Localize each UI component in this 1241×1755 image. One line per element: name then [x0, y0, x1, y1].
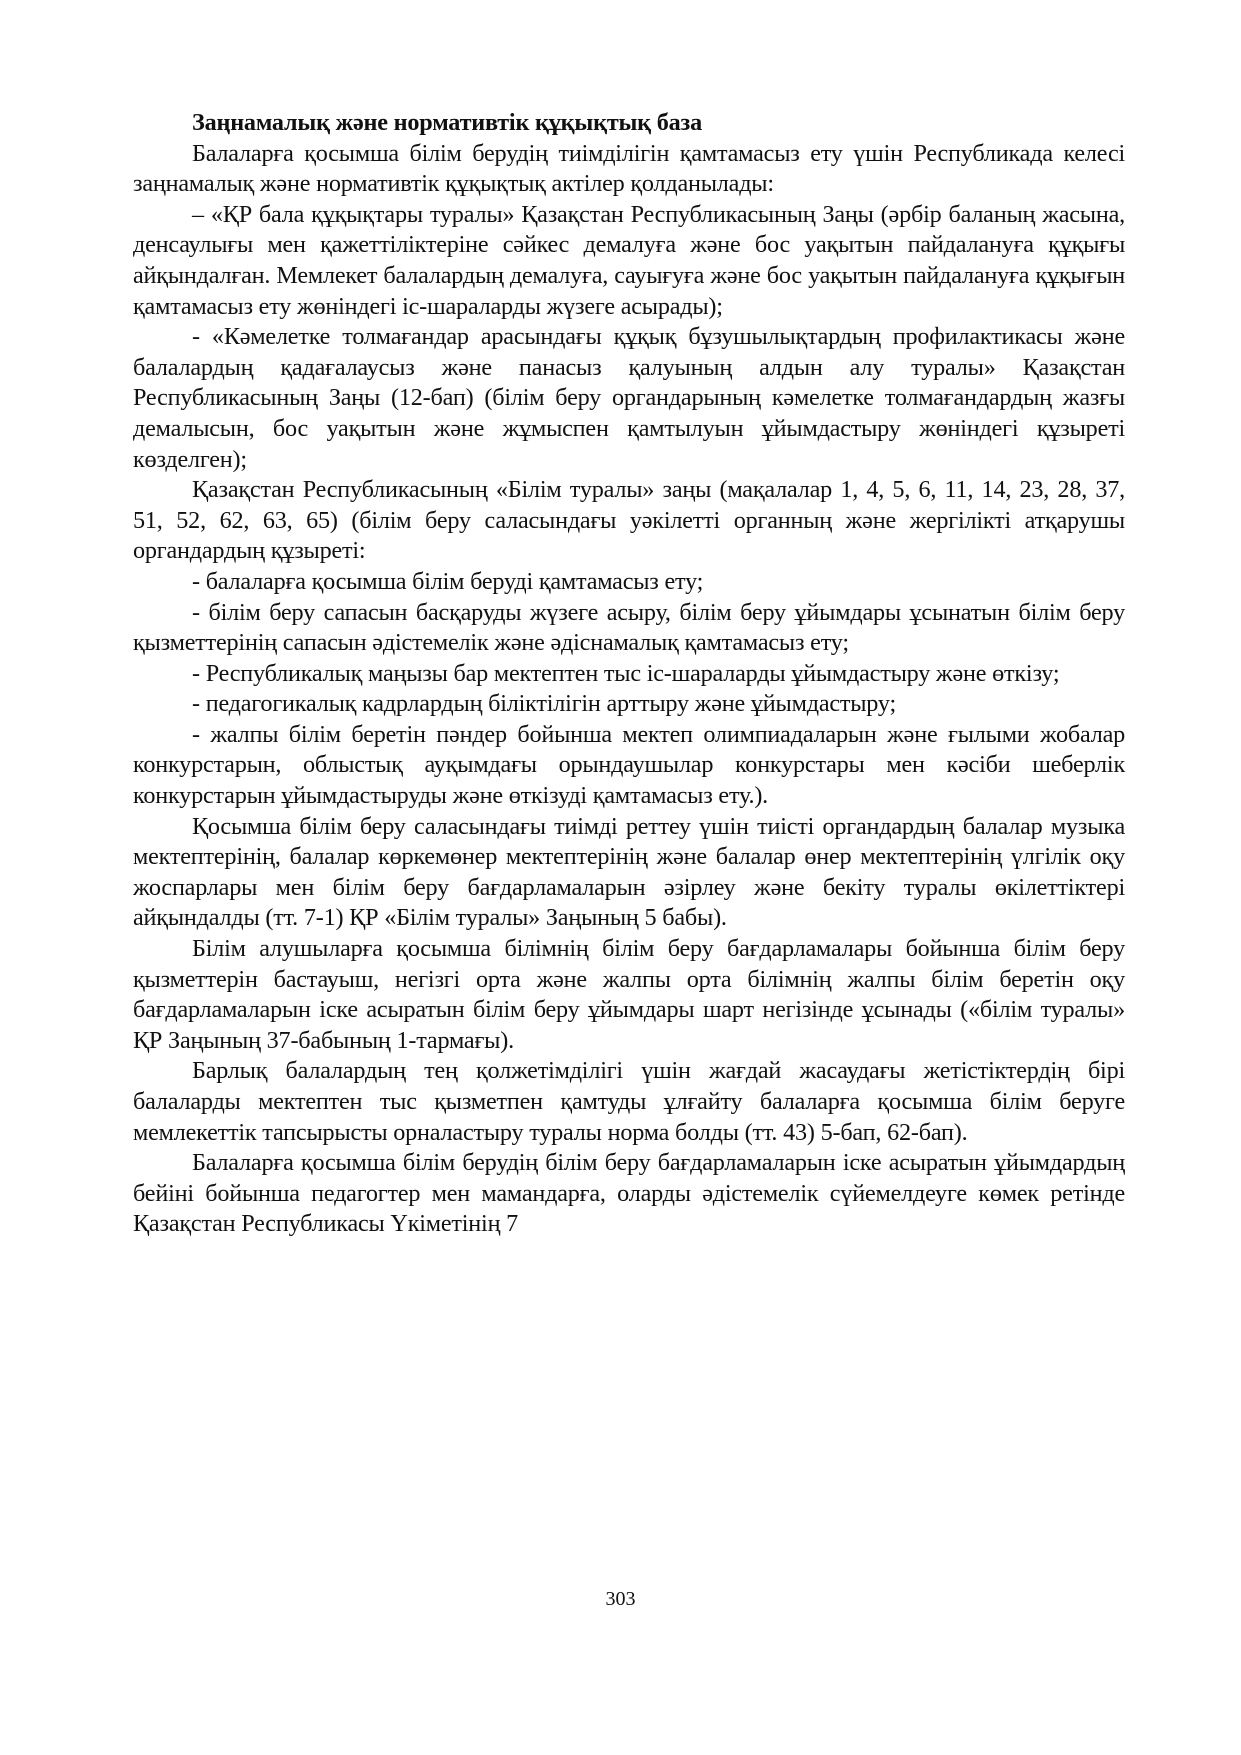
list-item-olympiads: - жалпы білім беретін пәндер бойынша мектеп олимпиадаларын және ғылыми жобалар конкурстарын, облыстық ауқымдағы орындаушылар конкурстары мен кәсіби шеберлік конкурстарын ұйымдастыруды және өткізуді қамтамасыз ету.). [133, 720, 1125, 810]
list-item-republican-events: - Республикалық маңызы бар мектептен тыс іс-шараларды ұйымдастыру және өткізу; [192, 659, 1060, 687]
section-heading: Заңнамалық және нормативтік құқықтық база [192, 109, 702, 136]
paragraph-minors-prevention-law: - «Кәмелетке толмағандар арасындағы құқық бұзушылықтардың профилактикасы және балалардың қадағалаусыз және панасыз қалуының алдын алу туралы» Қазақстан Республикасының Заңы (12-бап) (білім беру органдарының кәмелетке толмағандардың жазғы демалысын, бос уақытын және жұмыспен қамтылуын ұйымдастыру жөніндегі құзыреті көзделген); [133, 323, 1125, 473]
document-page [133, 108, 1125, 1240]
list-item-additional-education: - балаларға қосымша білім беруді қамтамасыз ету; [192, 567, 704, 595]
page-number: 303 [605, 1588, 636, 1610]
paragraph-regulation: Қосымша білім беру саласындағы тиімді реттеу үшін тиісті органдардың балалар музыка мектептерінің, балалар көркемөнер мектептерінің және балалар өнер мектептерінің үлгілік оқу жоспарлары мен білім беру бағдарламаларын әзірлеу және бекіту туралы өкілеттіктері айқындалды (тт. 7-1) ҚР «Білім туралы» Заңының 5 бабы). [133, 812, 1125, 932]
paragraph-child-rights-law: – «ҚР бала құқықтары туралы» Қазақстан Республикасының Заңы (әрбір баланың жасына, денсаулығы мен қажеттіліктеріне сәйкес демалуға және бос уақытын пайдалануға құқығы айқындалған. Мемлекет балалардың демалуға, сауығуға және бос уақытын пайдалануға құқығын қамтамасыз ету жөніндегі іс-шараларды жүзеге асырады); [133, 200, 1125, 320]
paragraph-equal-access: Барлық балалардың тең қолжетімділігі үшін жағдай жасаудағы жетістіктердің бірі балаларды мектептен тыс қызметпен қамтуды ұлғайту балаларға қосымша білім беруге мемлекеттік тапсырысты орналастыру туралы норма болды (тт. 43) 5-бап, 62-бап). [133, 1057, 1125, 1146]
paragraph-education-law: Қазақстан Республикасының «Білім туралы» заңы (мақалалар 1, 4, 5, 6, 11, 14, 23, 28, 37, 51, 52, 62, 63, 65) (білім беру саласындағы уәкілетті органның және жергілікті атқарушы органдардың құзыреті: [133, 476, 1125, 565]
paragraph-methodological-support: Балаларға қосымша білім берудің білім беру бағдарламаларын іске асыратын ұйымдардың бейіні бойынша педагогтер мен мамандарға, оларды әдістемелік сүйемелдеуге көмек ретінде Қазақстан Республикасы Үкіметінің 7 [133, 1149, 1125, 1238]
paragraph-services: Білім алушыларға қосымша білімнің білім беру бағдарламалары бойынша білім беру қызметтерін бастауыш, негізгі орта және жалпы орта білімнің жалпы білім беретін оқу бағдарламаларын іске асыратын білім беру ұйымдары шарт негізінде ұсынады («білім туралы» ҚР Заңының 37-бабының 1-тармағы). [133, 935, 1125, 1054]
paragraph-intro: Балаларға қосымша білім берудің тиімділігін қамтамасыз ету үшін Республикада келесі заңнамалық және нормативтік құқықтық актілер қолданылады: [133, 139, 1125, 198]
list-item-quality-management: - білім беру сапасын басқаруды жүзеге асыру, білім беру ұйымдары ұсынатын білім беру қызметтерінің сапасын әдістемелік және әдіснамалық қамтамасыз ету; [133, 598, 1125, 657]
list-item-teacher-qualification: - педагогикалық кадрлардың біліктілігін арттыру және ұйымдастыру; [192, 690, 896, 718]
